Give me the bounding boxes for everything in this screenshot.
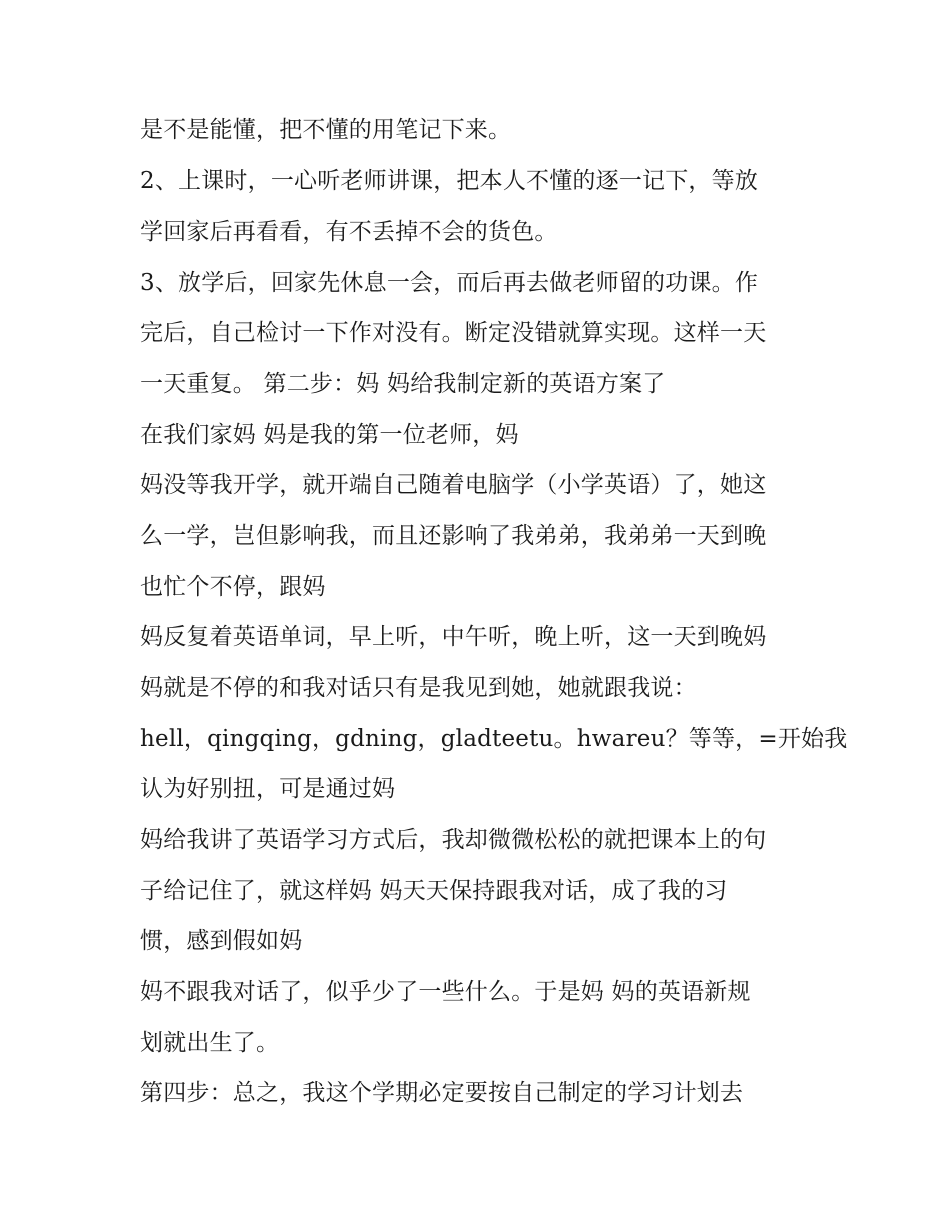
text-line: 在我们家妈 妈是我的第一位老师，妈 (140, 422, 519, 448)
text-line: 一天重复。 第二步：妈 妈给我制定新的英语方案了 (140, 371, 666, 397)
text-line: 妈没等我开学，就开端自己随着电脑学（小学英语）了，她这 (140, 472, 767, 498)
text-line: hell，qingqing，gdning，gladteetu。hwareu？等等，=开始我 (140, 726, 848, 752)
text-line: 妈给我讲了英语学习方式后，我却微微松松的就把课本上的句 (140, 827, 767, 853)
text-line: 认为好别扭，可是通过妈 (140, 776, 396, 802)
text-line: 妈不跟我对话了，似乎少了一些什么。于是妈 妈的英语新规 (140, 979, 751, 1005)
text-line: 3、放学后，回家先休息一会，而后再去做老师留的功课。作 (140, 270, 759, 296)
text-line: 妈就是不停的和我对话只有是我见到她，她就跟我说： (140, 675, 697, 701)
text-line: 子给记住了，就这样妈 妈天天保持跟我对话，成了我的习 (140, 878, 728, 904)
text-line: 划就出生了。 (140, 1030, 280, 1056)
text-line: 也忙个不停，跟妈 (140, 574, 326, 600)
text-line: 惯，感到假如妈 (140, 928, 303, 954)
text-line: 2、上课时，一心听老师讲课，把本人不懂的逐一记下，等放 (140, 168, 759, 194)
text-line: 妈反复着英语单词，早上听，中午听，晚上听，这一天到晚妈 (140, 624, 767, 650)
text-line: 么一学，岂但影响我，而且还影响了我弟弟，我弟弟一天到晚 (140, 523, 767, 549)
text-line: 第四步：总之，我这个学期必定要按自己制定的学习计划去 (140, 1080, 744, 1106)
text-line: 完后，自己检讨一下作对没有。断定没错就算实现。这样一天 (140, 320, 767, 346)
text-line: 学回家后再看看，有不丢掉不会的货色。 (140, 219, 558, 245)
text-line: 是不是能懂，把不懂的用笔记下来。 (140, 117, 512, 143)
